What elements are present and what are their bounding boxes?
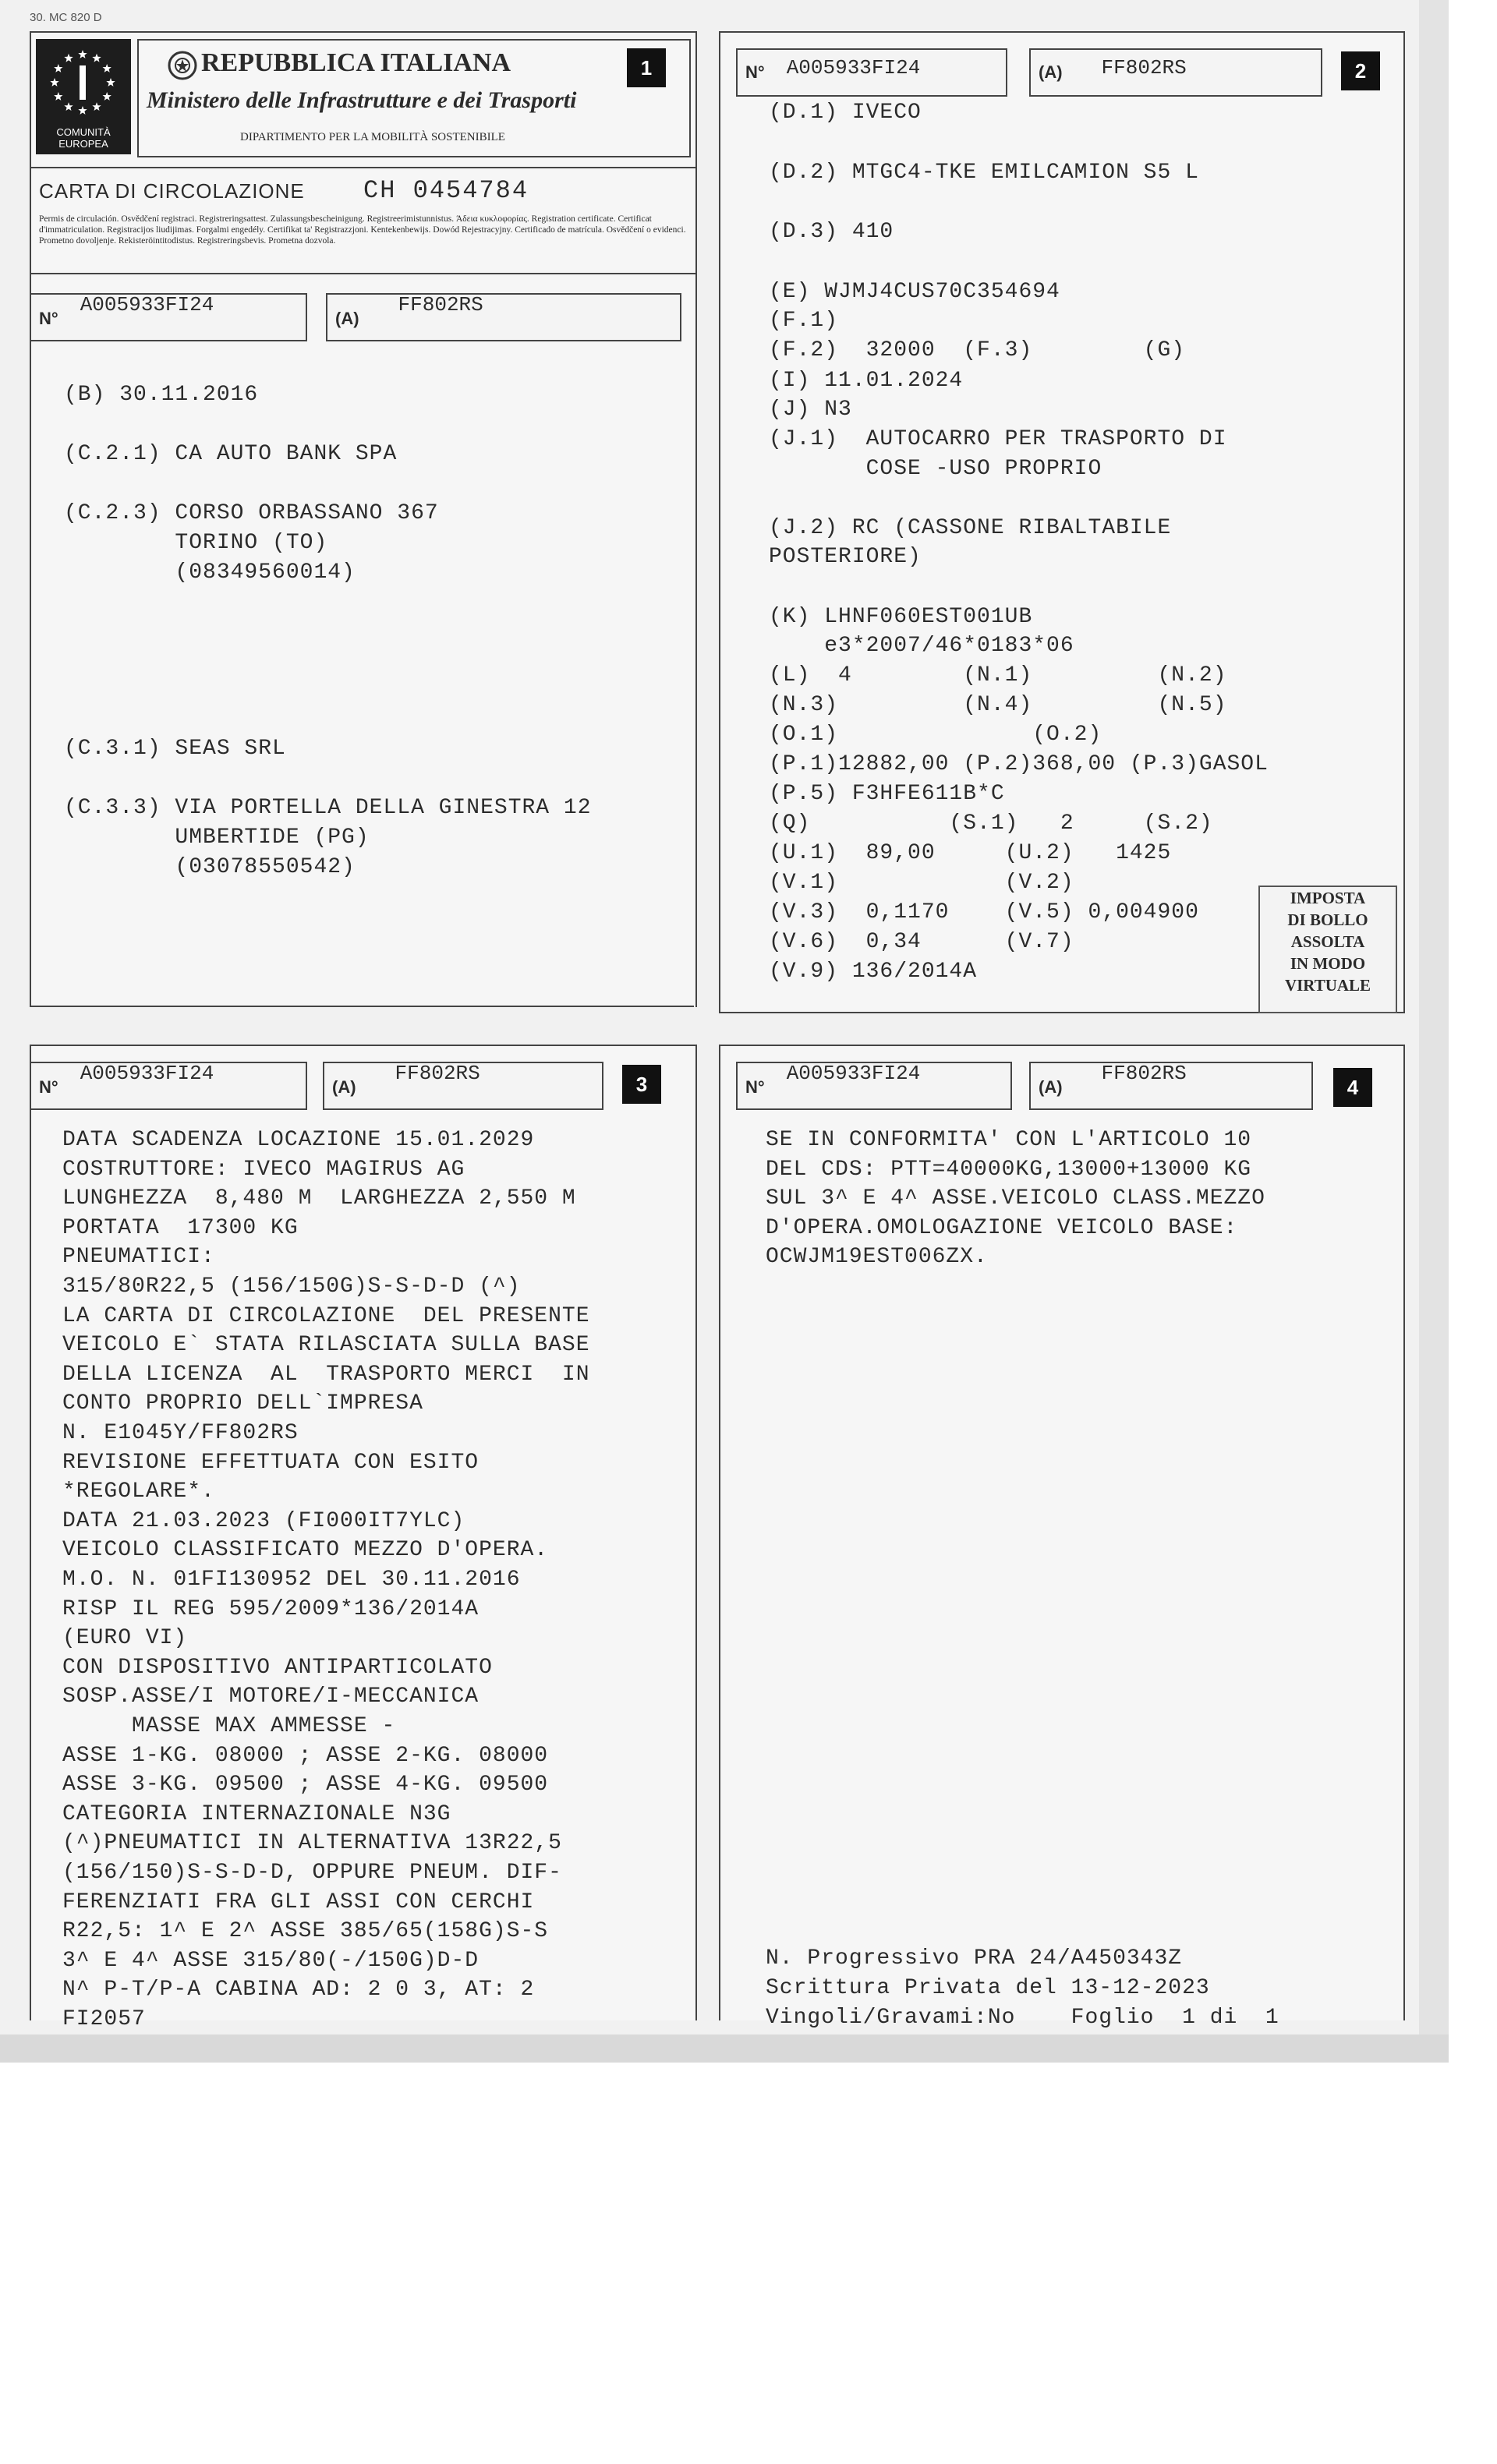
stamp-duty-line-2: DI BOLLO [1287,910,1368,929]
panel-2-field-line: (D.3) 410 [769,220,894,244]
plate-number: FF802RS [395,1062,480,1085]
panel-number-3: 3 [622,1065,661,1104]
panel-3-note-line: VEICOLO E` STATA RILASCIATA SULLA BASE [62,1333,590,1358]
panel-3-note-line: DATA 21.03.2023 (FI000IT7YLC) [62,1508,465,1533]
plate-box [326,293,681,341]
panel-2-field-line: (D.2) MTGC4-TKE EMILCAMION S5 L [769,161,1199,185]
panel-3-note-line: CON DISPOSITIVO ANTIPARTICOLATO [62,1655,493,1680]
panel-1-bottom-rule [30,1006,694,1007]
panel-number-2: 2 [1341,51,1380,90]
panel-4-note-line: OCWJM19EST006ZX. [766,1245,988,1270]
panel-3-note-line: PNEUMATICI: [62,1245,215,1270]
panel-3-note-line: PORTATA 17300 KG [62,1215,299,1240]
eu-stars-icon [44,44,122,122]
eu-flag [36,39,131,154]
panel-2-field-line: (V.3) 0,1170 (V.5) 0,004900 [769,900,1199,924]
panel-2-field-line: POSTERIORE) [769,545,922,569]
panel-4-note-line: D'OPERA.OMOLOGAZIONE VEICOLO BASE: [766,1215,1238,1240]
panel-3-note-line: (156/150)S-S-D-D, OPPURE PNEUM. DIF- [62,1861,562,1885]
panel-3-note-line: MASSE MAX AMMESSE - [62,1714,396,1738]
panel-2-field-line: (V.1) (V.2) [769,871,1074,895]
panel-4-footer-line: N. Progressivo PRA 24/A450343Z [766,1946,1183,1971]
field-b: (B) 30.11.2016 [64,383,259,407]
eu-label [36,126,131,150]
field-c33-line-1: (C.3.3) VIA PORTELLA DELLA GINESTRA 12 [64,796,592,820]
panel-3-note-line: 315/80R22,5 (156/150G)S-S-D-D (^) [62,1274,521,1299]
plate-box [323,1062,603,1110]
panel-2-field-line: (L) 4 (N.1) (N.2) [769,663,1227,688]
stamp-duty-line-1: IMPOSTA [1290,889,1366,907]
panel-3-note-line: N. E1045Y/FF802RS [62,1421,299,1445]
plate-box [1029,48,1322,97]
panel-2-field-line: COSE -USO PROPRIO [769,457,1102,481]
panel-3-note-line: CONTO PROPRIO DELL`IMPRESA [62,1391,423,1416]
number-label: N° [745,1077,765,1097]
panel-4-footer-line: Scrittura Privata del 13-12-2023 [766,1976,1210,2000]
republic-emblem-icon [167,50,198,81]
plate-label: (A) [1039,62,1063,82]
panel-2-field-line: (Q) (S.1) 2 (S.2) [769,811,1213,836]
panel-2-field-line: (I) 11.01.2024 [769,369,964,393]
panel-3-note-line: 3^ E 4^ ASSE 315/80(-/150G)D-D [62,1948,480,1973]
registration-title: CARTA DI CIRCOLAZIONE [39,179,305,203]
panel-3-note-line: ASSE 1-KG. 08000 ; ASSE 2-KG. 08000 [62,1743,549,1768]
eu-label-line-1: COMUNITÀ [56,126,111,138]
panel-3-note-line: COSTRUTTORE: IVECO MAGIRUS AG [62,1157,465,1182]
stamp-duty-line-4: IN MODO [1290,954,1366,973]
panel-2-field-line: (V.9) 136/2014A [769,960,978,984]
panel-2-field-line: (J.2) RC (CASSONE RIBALTABILE [769,516,1172,540]
panel-3-note-line: ASSE 3-KG. 09500 ; ASSE 4-KG. 09500 [62,1773,549,1798]
panel-4-note-line: DEL CDS: PTT=40000KG,13000+13000 KG [766,1157,1252,1182]
document-number-box [736,1062,1012,1110]
panel-3-note-line: M.O. N. 01FI130952 DEL 30.11.2016 [62,1568,521,1592]
sheet-edge [1419,0,1449,2063]
number-label: N° [745,62,765,82]
panel-3-note-line: FI2057 [62,2007,146,2031]
panel-3-note-line: RISP IL REG 595/2009*136/2014A [62,1596,480,1621]
registration-title-box [31,167,695,274]
plate-label: (A) [332,1077,356,1097]
field-c23-line-2: TORINO (TO) [64,531,328,555]
stamp-duty-line-3: ASSOLTA [1290,932,1365,951]
panel-2-field-line: (E) WJMJ4CUS70C354694 [769,280,1060,304]
panel-3 [30,1045,697,2031]
panel-3-note-line: SOSP.ASSE/I MOTORE/I-MECCANICA [62,1684,480,1709]
republic-title: REPUBBLICA ITALIANA [201,48,511,77]
panel-3-note-line: (EURO VI) [62,1626,188,1651]
plate-number: FF802RS [1101,1062,1187,1085]
panel-4-note-line: SE IN CONFORMITA' CON L'ARTICOLO 10 [766,1128,1252,1152]
panel-3-note-line: R22,5: 1^ E 2^ ASSE 385/65(158G)S-S [62,1919,549,1944]
panel-2-field-line: (U.1) 89,00 (U.2) 1425 [769,841,1172,865]
document-number: A005933FI24 [80,1062,214,1085]
number-label: N° [39,1077,58,1097]
panel-4 [719,1045,1405,2030]
plate-box [1029,1062,1313,1110]
panel-4-footer-line: Vingoli/Gravami:No Foglio 1 di 1 [766,2006,1279,2030]
form-reference: 30. MC 820 D [30,11,102,24]
document-number-box [30,1062,307,1110]
field-c21: (C.2.1) CA AUTO BANK SPA [64,442,398,466]
panel-number-4: 4 [1333,1068,1372,1107]
stamp-duty-box [1258,886,1397,1013]
panel-2-field-line: (K) LHNF060EST001UB [769,605,1033,629]
panel-2-field-line: (J) N3 [769,398,852,422]
panel-3-note-line: DELLA LICENZA AL TRASPORTO MERCI IN [62,1362,590,1387]
plate-number: FF802RS [398,293,483,316]
panel-2-field-line: (P.5) F3HFE611B*C [769,782,1005,806]
field-c23-line-3: (08349560014) [64,560,356,585]
field-c23-line-1: (C.2.3) CORSO ORBASSANO 367 [64,501,439,525]
panel-1 [30,31,697,1007]
document-number: A005933FI24 [786,1062,921,1085]
panel-2-field-line: (J.1) AUTOCARRO PER TRASPORTO DI [769,427,1227,451]
panel-3-note-line: FERENZIATI FRA GLI ASSI CON CERCHI [62,1890,535,1914]
panel-3-note-line: (^)PNEUMATICI IN ALTERNATIVA 13R22,5 [62,1831,562,1856]
plate-label: (A) [335,309,359,328]
panel-2-field-line: (F.2) 32000 (F.3) (G) [769,338,1186,362]
panel-2-field-line: (O.1) (O.2) [769,723,1102,747]
department-name: DIPARTIMENTO PER LA MOBILITÀ SOSTENIBILE [240,131,505,143]
document-number-box [30,293,307,341]
panel-3-note-line: REVISIONE EFFETTUATA CON ESITO [62,1450,480,1475]
stamp-duty-line-5: VIRTUALE [1284,976,1371,995]
registration-number: CH 0454784 [363,176,529,205]
panel-2-field-line: (P.1)12882,00 (P.2)368,00 (P.3)GASOL [769,752,1269,776]
document-number-box [736,48,1007,97]
field-c31: (C.3.1) SEAS SRL [64,737,286,761]
plate-label: (A) [1039,1077,1063,1097]
panel-3-note-line: LUNGHEZZA 8,480 M LARGHEZZA 2,550 M [62,1186,576,1211]
panel-3-note-line: DATA SCADENZA LOCAZIONE 15.01.2029 [62,1128,535,1152]
panel-2-field-line: (V.6) 0,34 (V.7) [769,930,1074,954]
field-c33-line-2: UMBERTIDE (PG) [64,825,370,850]
document-number: A005933FI24 [786,56,921,80]
document-number: A005933FI24 [80,293,214,316]
panel-number-1: 1 [627,48,666,87]
panel-2-field-line: (D.1) IVECO [769,101,922,125]
panel-2-field-line: (F.1) [769,309,839,333]
panel-3-note-line: LA CARTA DI CIRCOLAZIONE DEL PRESENTE [62,1303,590,1328]
ministry-name: Ministero delle Infrastrutture e dei Trasporti [147,87,577,113]
number-label: N° [39,309,58,328]
panel-2-field-line: e3*2007/46*0183*06 [769,634,1074,658]
panel-3-note-line: *REGOLARE*. [62,1479,215,1504]
panel-2-field-line: (N.3) (N.4) (N.5) [769,693,1227,717]
ministry-header [137,39,691,157]
sheet-bottom-shadow [0,2034,1449,2063]
field-c33-line-3: (03078550542) [64,855,356,879]
eu-label-line-2: EUROPEA [58,138,108,150]
panel-3-note-line: VEICOLO CLASSIFICATO MEZZO D'OPERA. [62,1538,549,1563]
panel-3-note-line: N^ P-T/P-A CABINA AD: 2 0 3, AT: 2 [62,1978,535,2003]
plate-number: FF802RS [1101,56,1187,80]
panel-4-note-line: SUL 3^ E 4^ ASSE.VEICOLO CLASS.MEZZO [766,1186,1265,1211]
panel-3-note-line: CATEGORIA INTERNAZIONALE N3G [62,1801,451,1826]
panel-2 [719,31,1405,1013]
multilingual-titles: Permis de circulación. Osvědčení registraci. Registreringsattest. Zulassungsbescheinigung. Registreerimistunnistus. Άδεια κυκλοφορίας. Registration certificate. Certificat d'immatriculation. Registracijos liudijimas. Forgalmi engedély. Certifikat ta' Registrazzjoni. Kentekenbewijs. Dowód Rejestracyjny. Certificado de matrícula. Osvědčení o evidenci. Prometno dovoljenje. Rekisteröintitodistus. Registreringsbevis. Prometna dozvola. [39,214,686,246]
